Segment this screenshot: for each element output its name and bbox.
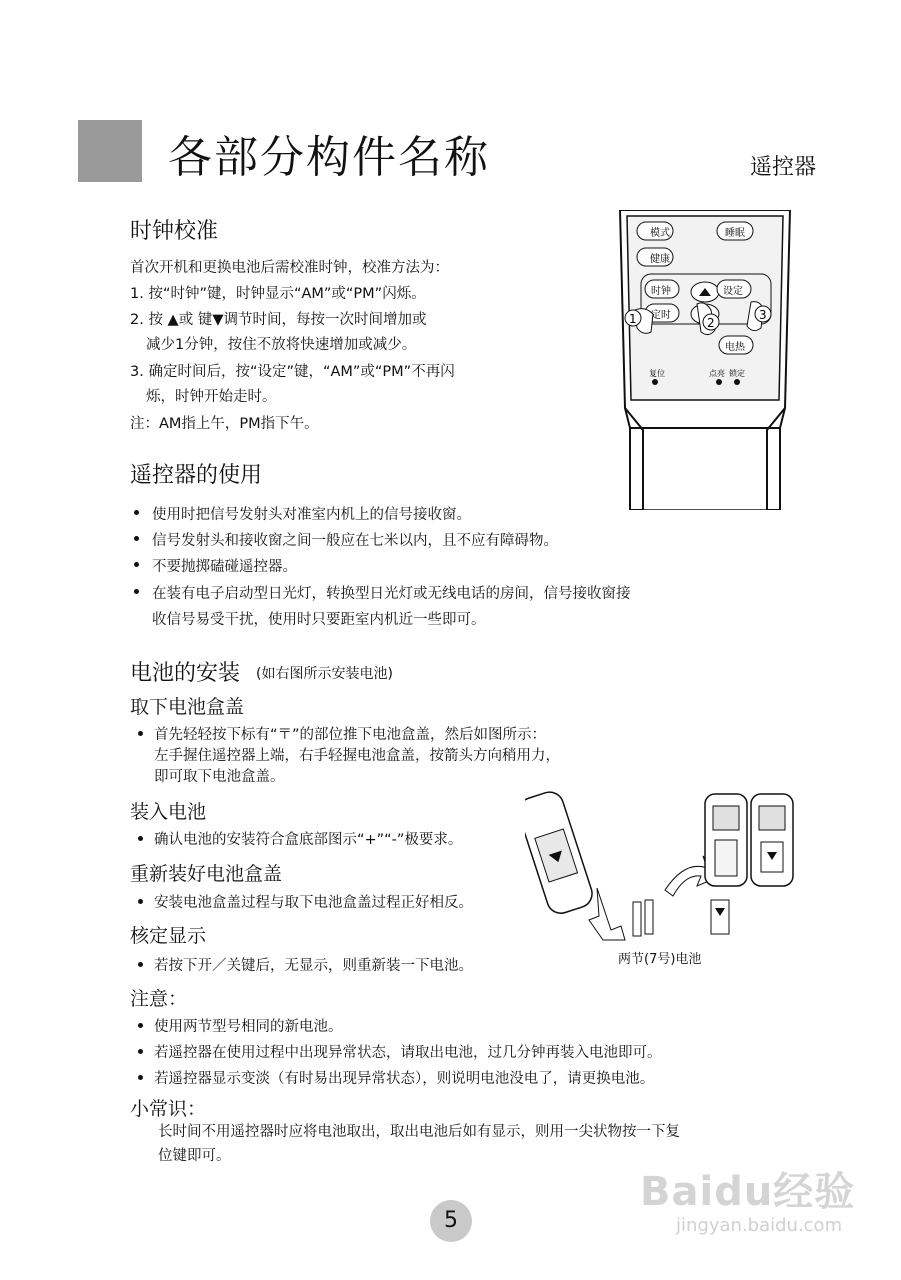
bullet-dot [138,836,143,841]
bullet-dot [138,1023,143,1028]
usage-item-2: 信号发射头和接收窗之间一般应在七米以内，且不应有障碍物。 [152,533,558,549]
tip-heading: 小常识： [130,1098,207,1120]
tip-line-2: 位键即可。 [158,1148,231,1164]
check-display-text: 若按下开／关键后，无显示，则重新装一下电池。 [154,958,473,974]
clock-step-3a: 3. 确定时间后，按“设定”键，“AM”或“PM”不再闪 [130,364,455,380]
remove-cover-line-1: 首先轻轻按下标有“〒”的部位推下电池盒盖，然后如图所示： [154,727,547,743]
clock-step-2a: 2. 按 ▲或 键▼调节时间，每按一次时间增加或 [130,312,427,328]
battery-install-figure [525,790,825,970]
refit-cover-text: 安装电池盒盖过程与取下电池盒盖过程正好相反。 [154,895,473,911]
btn-mode-label: 模式 [650,228,670,239]
tip-line-1: 长时间不用遥控器时应将电池取出，取出电池后如有显示，则用一尖状物按一下复 [158,1124,680,1140]
usage-item-3: 不要抛掷磕碰遥控器。 [152,559,297,575]
clock-step-3b: 烁，时钟开始走时。 [146,389,277,405]
usage-item-4-cont: 收信号易受干扰，使用时只要距室内机近一些即可。 [152,612,486,628]
clock-step-2b: 减少1分钟，按住不放将快速增加或减少。 [146,337,417,353]
notice-item-3: 若遥控器显示变淡（有时易出现异常状态），则说明电池没电了，请更换电池。 [154,1071,655,1087]
callout-3: 3 [759,308,767,322]
insert-battery-heading: 装入电池 [130,801,207,823]
btn-lock-label: 锁定 [729,369,745,378]
notice-heading: 注意： [130,988,188,1010]
callout-1: 1 [629,312,637,326]
page-title: 各部分构件名称 [168,132,490,183]
page-number: 5 [430,1200,472,1242]
battery-heading-note: (如右图所示安装电池) [256,666,393,682]
bullet-dot [138,899,143,904]
btn-set-label: 设定 [723,286,743,297]
baidu-watermark-url: jingyan.baidu.com [676,1215,843,1236]
btn-sleep-label: 睡眠 [725,228,745,239]
bullet-dot [138,1075,143,1080]
bullet-dot [134,510,139,515]
bullet-dot [134,562,139,567]
clock-note: 注：AM指上午，PM指下午。 [130,416,319,432]
usage-item-4: 在装有电子启动型日光灯，转换型日光灯或无线电话的房间，信号接收窗接 [152,586,631,602]
battery-heading: 电池的安装 [130,661,241,686]
baidu-watermark-logo: Baidu经验 [640,1169,856,1215]
remove-cover-line-3: 即可取下电池盒盖。 [154,769,285,785]
header-gray-block [78,120,142,182]
insert-battery-text: 确认电池的安装符合盒底部图示“+”“-”极要求。 [154,832,463,848]
check-display-heading: 核定显示 [130,925,207,947]
remote-control-figure [615,210,795,510]
usage-item-1: 使用时把信号发射头对准室内机上的信号接收窗。 [152,507,471,523]
remove-cover-heading: 取下电池盒盖 [130,696,245,718]
btn-health-label: 健康 [650,254,670,265]
bullet-dot [138,962,143,967]
clock-step-1: 1. 按“时钟”键，时钟显示“AM”或“PM”闪烁。 [130,286,426,302]
bullet-dot [138,1049,143,1054]
bullet-dot [138,731,143,736]
notice-item-1: 使用两节型号相同的新电池。 [154,1019,343,1035]
refit-cover-heading: 重新装好电池盒盖 [130,863,283,885]
clock-heading: 时钟校准 [130,219,219,244]
usage-heading: 遥控器的使用 [130,463,263,488]
callout-2: 2 [707,316,715,330]
btn-timer-label: 定时 [651,310,671,321]
bullet-dot [134,589,139,594]
btn-light-label: 点亮 [709,369,725,378]
btn-clock-label: 时钟 [651,286,671,297]
section-tag: 遥控器 [750,155,817,180]
btn-heat-label: 电热 [725,342,745,353]
clock-intro: 首次开机和更换电池后需校准时钟，校准方法为： [130,260,449,276]
btn-reset-label: 复位 [649,369,665,378]
notice-item-2: 若遥控器在使用过程中出现异常状态，请取出电池，过几分钟再装入电池即可。 [154,1045,662,1061]
remove-cover-line-2: 左手握住遥控器上端，右手轻握电池盒盖，按箭头方向稍用力， [154,748,560,764]
bullet-dot [134,536,139,541]
battery-figure-caption: 两节(7号)电池 [618,952,702,967]
